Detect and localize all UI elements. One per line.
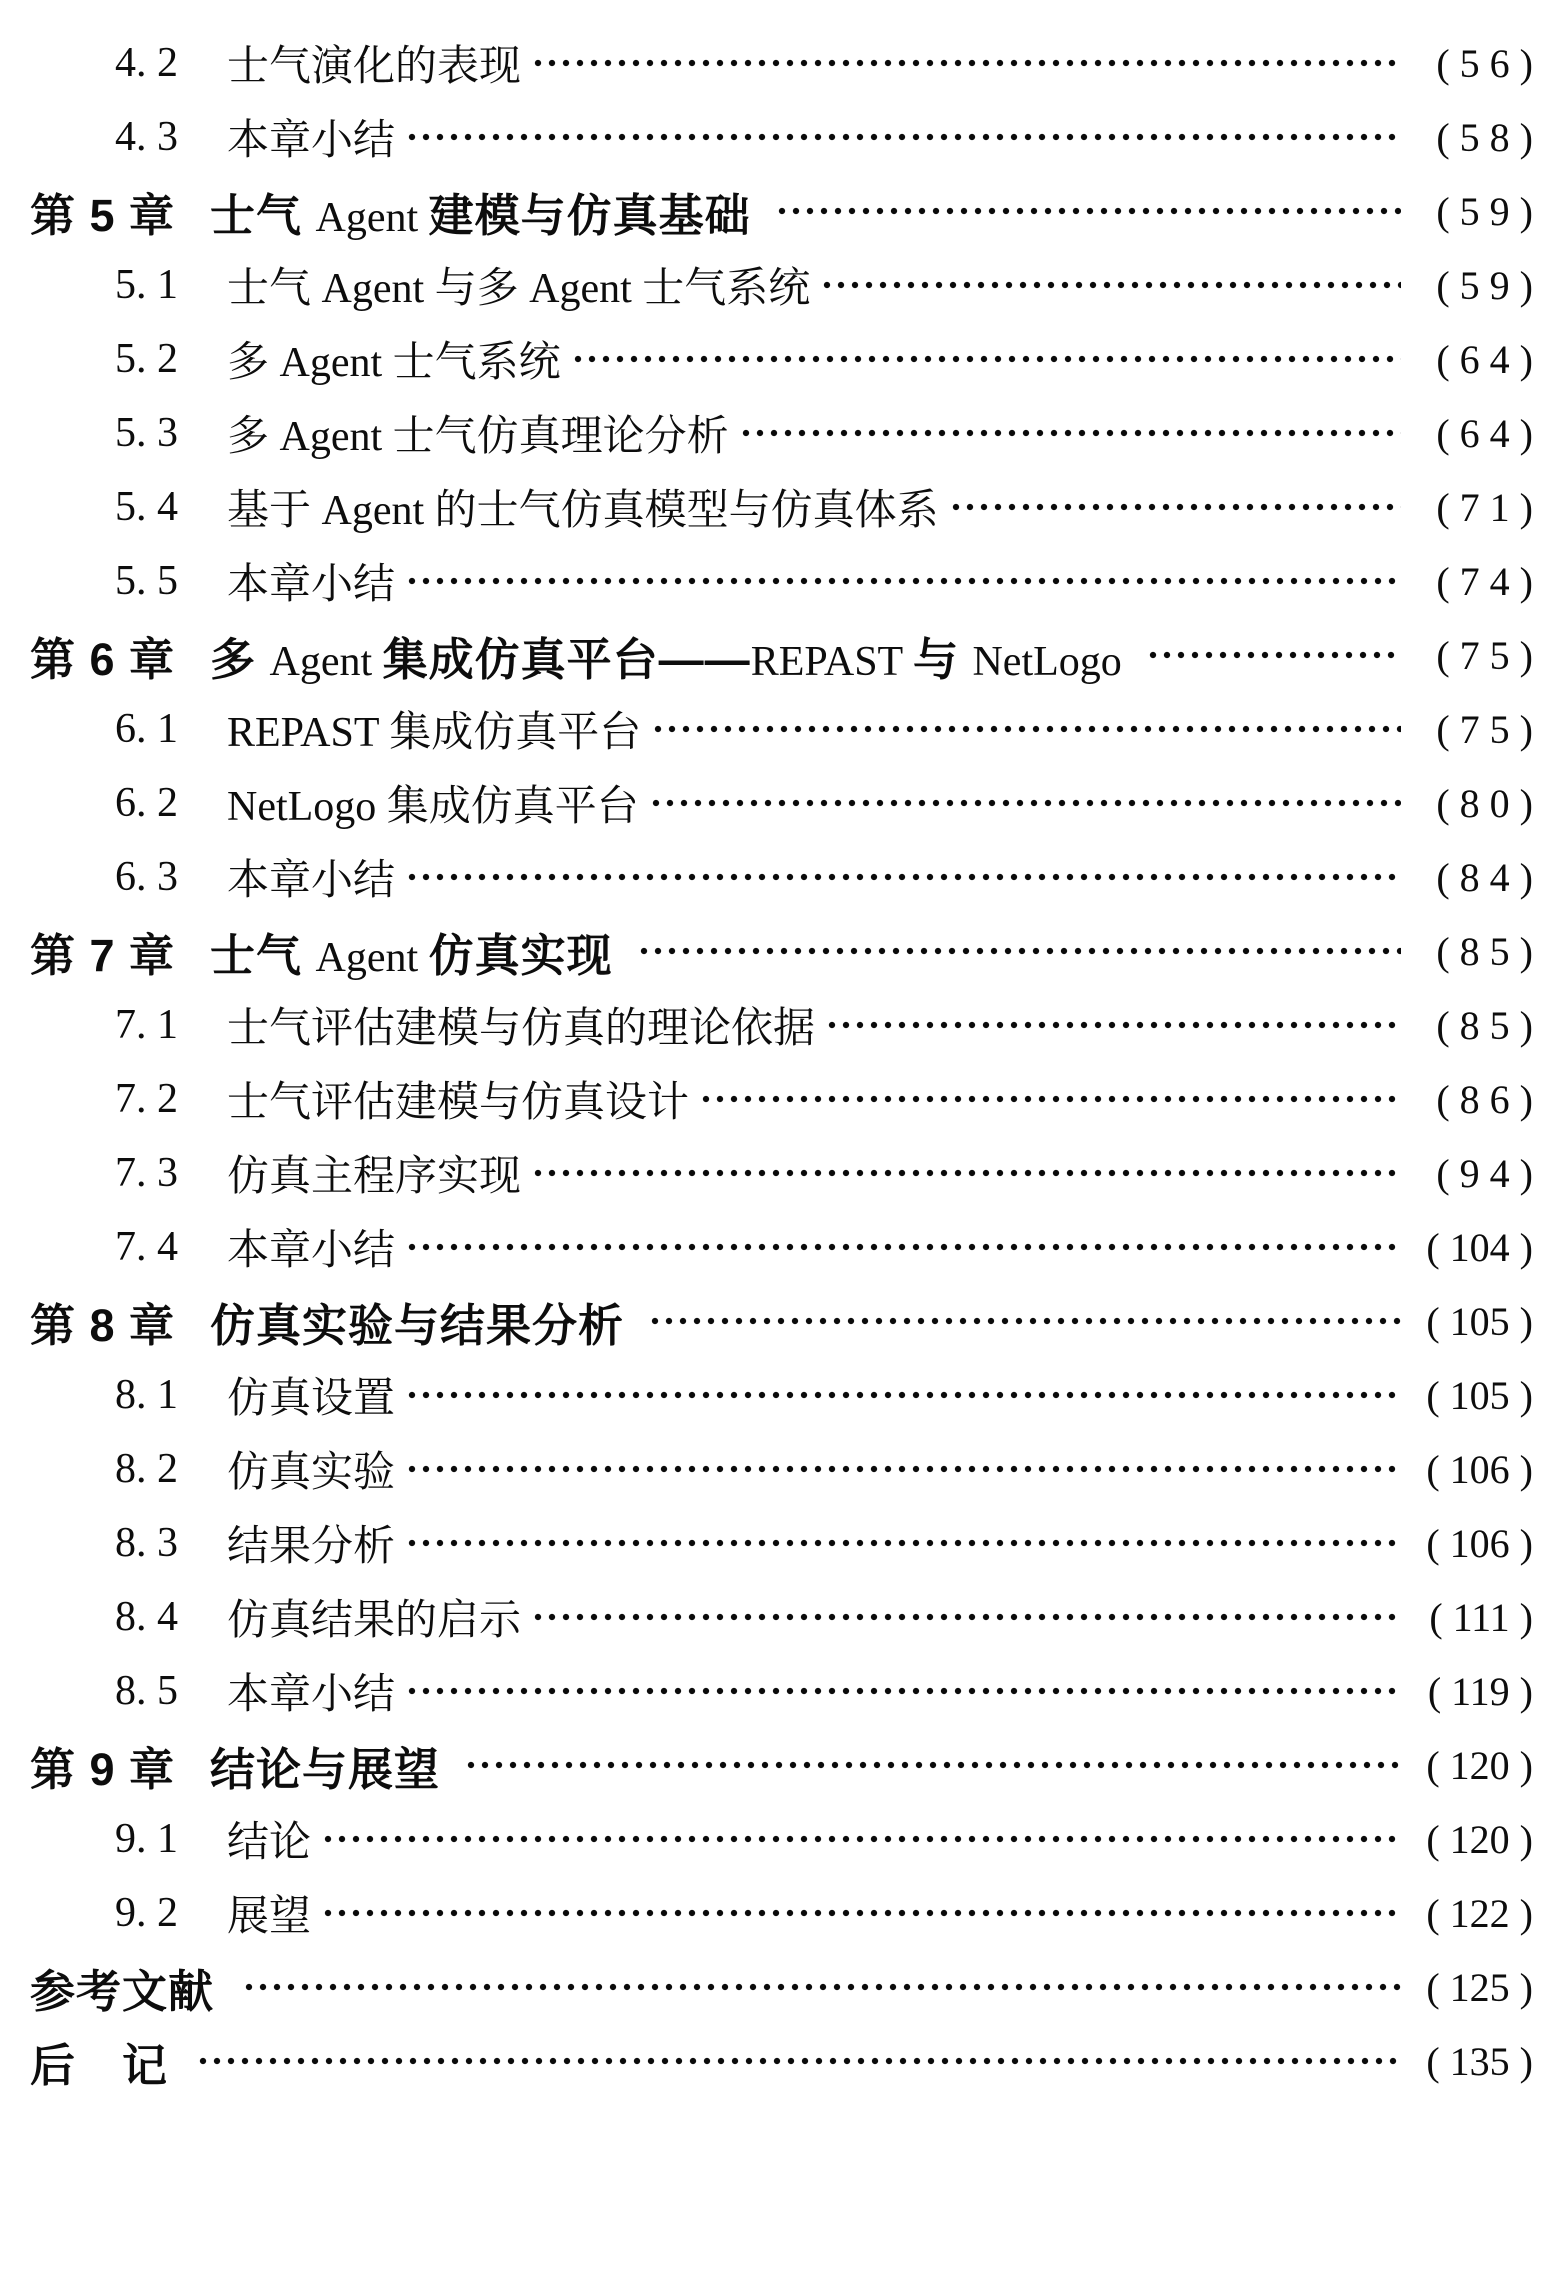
title-segment-cjk: 仿真实现: [428, 929, 613, 981]
toc-entry-title: [30, 2029, 168, 2094]
toc-row: [0, 26, 1566, 100]
toc-entry-page: ( 106 ): [1426, 1520, 1533, 1566]
toc-row: [0, 248, 1566, 322]
dot-leader: [529, 26, 1401, 100]
toc-row: [0, 692, 1566, 766]
toc-row: [0, 1950, 1566, 2024]
dot-leader: [569, 322, 1401, 396]
toc-entry-title: [210, 623, 1122, 688]
title-segment-latin: Agent: [269, 638, 383, 685]
title-segment-latin: REPAST: [750, 638, 913, 685]
toc-entry-title: 本章小结: [227, 562, 396, 608]
toc-entry-title: 仿真结果的启示: [227, 1598, 522, 1644]
dot-leader: [194, 2024, 1401, 2098]
toc-entry-number: 第 6 章: [30, 633, 176, 685]
toc-row: [0, 470, 1566, 544]
toc-entry-title: [30, 1955, 214, 2020]
title-segment-cjk: 结论与展望: [210, 1743, 441, 1795]
toc-entry-number: 第 9 章: [30, 1743, 176, 1795]
toc-entry-page: ( 105 ): [1426, 1372, 1533, 1418]
toc-entry-page: ( 5 9 ): [1436, 188, 1533, 234]
toc-entry-page: ( 5 9 ): [1436, 262, 1533, 308]
dot-leader: [647, 766, 1401, 840]
toc-row: [0, 1136, 1566, 1210]
toc-entry-page: ( 5 6 ): [1436, 40, 1533, 86]
toc-entry-page: ( 8 5 ): [1436, 928, 1533, 974]
toc-row: [0, 618, 1566, 692]
toc-entry-page: ( 6 4 ): [1436, 410, 1533, 456]
toc-entry-title: 士气 Agent 与多 Agent 士气系统: [227, 266, 811, 312]
toc-entry-number: 8. 1: [115, 1372, 178, 1418]
toc-entry-number: 9. 2: [115, 1890, 178, 1936]
dot-leader: [403, 840, 1401, 914]
toc-list: [0, 26, 1566, 2098]
toc-entry-title: 基于 Agent 的士气仿真模型与仿真体系: [227, 488, 939, 534]
toc-entry-title: 仿真主程序实现: [227, 1154, 522, 1200]
toc-entry-page: ( 9 4 ): [1436, 1150, 1533, 1196]
toc-row: [0, 1210, 1566, 1284]
toc-entry-page: ( 7 1 ): [1436, 484, 1533, 530]
toc-entry-number: 7. 1: [115, 1002, 178, 1048]
dot-leader: [462, 1728, 1401, 1802]
toc-entry-title: 士气评估建模与仿真的理论依据: [227, 1006, 816, 1052]
toc-entry-page: ( 135 ): [1426, 2038, 1533, 2084]
dot-leader: [403, 1358, 1401, 1432]
toc-entry-title: 展望: [227, 1894, 312, 1940]
toc-entry-number: 5. 5: [115, 558, 178, 604]
toc-entry-title: 仿真设置: [227, 1376, 396, 1422]
toc-entry-page: ( 7 5 ): [1436, 632, 1533, 678]
dot-leader: [319, 1802, 1401, 1876]
dot-leader: [240, 1950, 1401, 2024]
toc-row: [0, 544, 1566, 618]
toc-row: [0, 914, 1566, 988]
toc-entry-page: ( 6 4 ): [1436, 336, 1533, 382]
toc-entry-page: ( 104 ): [1426, 1224, 1533, 1270]
toc-entry-number: 8. 3: [115, 1520, 178, 1566]
toc-entry-title: [210, 1733, 440, 1798]
dot-leader: [529, 1136, 1401, 1210]
dot-leader: [403, 1432, 1401, 1506]
toc-row: [0, 1062, 1566, 1136]
dot-leader: [697, 1062, 1401, 1136]
toc-entry-number: 6. 3: [115, 854, 178, 900]
toc-entry-title: REPAST 集成仿真平台: [227, 710, 642, 756]
toc-entry-number: 9. 1: [115, 1816, 178, 1862]
toc-entry-title: [210, 179, 751, 244]
toc-entry-title: 士气评估建模与仿真设计: [227, 1080, 690, 1126]
toc-row: [0, 322, 1566, 396]
toc-entry-title: 士气演化的表现: [227, 44, 522, 90]
toc-entry-number: 第 5 章: [30, 189, 176, 241]
dot-leader: [823, 988, 1401, 1062]
toc-row: [0, 988, 1566, 1062]
title-segment-latin: Agent: [315, 934, 429, 981]
toc-entry-number: 4. 2: [115, 40, 178, 86]
toc-entry-page: ( 105 ): [1426, 1298, 1533, 1344]
title-segment-cjk: 仿真实验与结果分析: [210, 1299, 625, 1351]
toc-entry-page: ( 111 ): [1429, 1594, 1533, 1640]
toc-entry-title: 结果分析: [227, 1524, 396, 1570]
toc-entry-title: 本章小结: [227, 858, 396, 904]
dot-leader: [319, 1876, 1401, 1950]
toc-entry-title: 本章小结: [227, 1228, 396, 1274]
title-segment-latin: NetLogo: [972, 638, 1122, 685]
toc-entry-page: ( 8 6 ): [1436, 1076, 1533, 1122]
toc-row: [0, 2024, 1566, 2098]
dot-leader: [635, 914, 1401, 988]
toc-row: [0, 840, 1566, 914]
toc-row: [0, 1876, 1566, 1950]
dot-leader: [646, 1284, 1401, 1358]
toc-entry-page: ( 7 4 ): [1436, 558, 1533, 604]
toc-row: [0, 100, 1566, 174]
toc-entry-number: 第 7 章: [30, 929, 176, 981]
dot-leader: [403, 1506, 1401, 1580]
toc-entry-title: 多 Agent 士气仿真理论分析: [227, 414, 729, 460]
dot-leader: [947, 470, 1401, 544]
toc-row: [0, 1432, 1566, 1506]
toc-entry-title: [210, 919, 613, 984]
toc-row: [0, 396, 1566, 470]
dot-leader: [403, 544, 1401, 618]
toc-entry-title: 本章小结: [227, 118, 396, 164]
dot-leader: [403, 1654, 1401, 1728]
toc-row: [0, 1802, 1566, 1876]
toc-entry-title: 多 Agent 士气系统: [227, 340, 561, 386]
toc-entry-page: ( 7 5 ): [1436, 706, 1533, 752]
dot-leader: [403, 1210, 1401, 1284]
dot-leader: [403, 100, 1401, 174]
title-segment-cjk: 建模与仿真基础: [428, 189, 751, 241]
toc-entry-title: 本章小结: [227, 1672, 396, 1718]
toc-entry-number: 7. 3: [115, 1150, 178, 1196]
dot-leader: [1144, 618, 1401, 692]
toc-entry-title: 仿真实验: [227, 1450, 396, 1496]
toc-row: [0, 1284, 1566, 1358]
toc-row: [0, 766, 1566, 840]
toc-entry-number: 7. 4: [115, 1224, 178, 1270]
title-segment-cjk: 士气: [210, 929, 316, 981]
toc-entry-number: 6. 2: [115, 780, 178, 826]
toc-row: [0, 1728, 1566, 1802]
title-segment-latin: Agent: [315, 194, 429, 241]
title-segment-cjk: 多: [210, 633, 270, 685]
toc-entry-title: 结论: [227, 1820, 312, 1866]
toc-entry-number: 8. 4: [115, 1594, 178, 1640]
title-segment-cjk: 后 记: [30, 2039, 169, 2091]
toc-entry-page: ( 8 4 ): [1436, 854, 1533, 900]
toc-row: [0, 1654, 1566, 1728]
dot-leader: [529, 1580, 1401, 1654]
toc-row: [0, 1580, 1566, 1654]
title-segment-cjk: 集成仿真平台——: [382, 633, 751, 685]
toc-entry-title: NetLogo 集成仿真平台: [227, 784, 639, 830]
dot-leader: [773, 174, 1401, 248]
toc-entry-page: ( 122 ): [1426, 1890, 1533, 1936]
toc-row: [0, 1506, 1566, 1580]
title-segment-cjk: 士气: [210, 189, 316, 241]
toc-entry-page: ( 5 8 ): [1436, 114, 1533, 160]
toc-entry-number: 5. 4: [115, 484, 178, 530]
toc-entry-page: ( 8 5 ): [1436, 1002, 1533, 1048]
toc-entry-page: ( 120 ): [1426, 1742, 1533, 1788]
toc-entry-number: 8. 5: [115, 1668, 178, 1714]
dot-leader: [649, 692, 1401, 766]
toc-entry-number: 6. 1: [115, 706, 178, 752]
toc-entry-number: 5. 2: [115, 336, 178, 382]
dot-leader: [818, 248, 1401, 322]
title-segment-cjk: 参考文献: [30, 1965, 215, 2017]
toc-row: [0, 1358, 1566, 1432]
toc-entry-number: 8. 2: [115, 1446, 178, 1492]
toc-entry-title: [210, 1289, 624, 1354]
toc-entry-number: 7. 2: [115, 1076, 178, 1122]
toc-entry-number: 第 8 章: [30, 1299, 176, 1351]
toc-entry-page: ( 120 ): [1426, 1816, 1533, 1862]
toc-entry-page: ( 106 ): [1426, 1446, 1533, 1492]
toc-row: [0, 174, 1566, 248]
title-segment-cjk: 与: [912, 633, 973, 685]
toc-entry-page: ( 8 0 ): [1436, 780, 1533, 826]
toc-entry-page: ( 125 ): [1426, 1964, 1533, 2010]
toc-entry-number: 5. 1: [115, 262, 178, 308]
toc-entry-page: ( 119 ): [1427, 1668, 1533, 1714]
dot-leader: [737, 396, 1401, 470]
toc-entry-number: 4. 3: [115, 114, 178, 160]
toc-entry-number: 5. 3: [115, 410, 178, 456]
